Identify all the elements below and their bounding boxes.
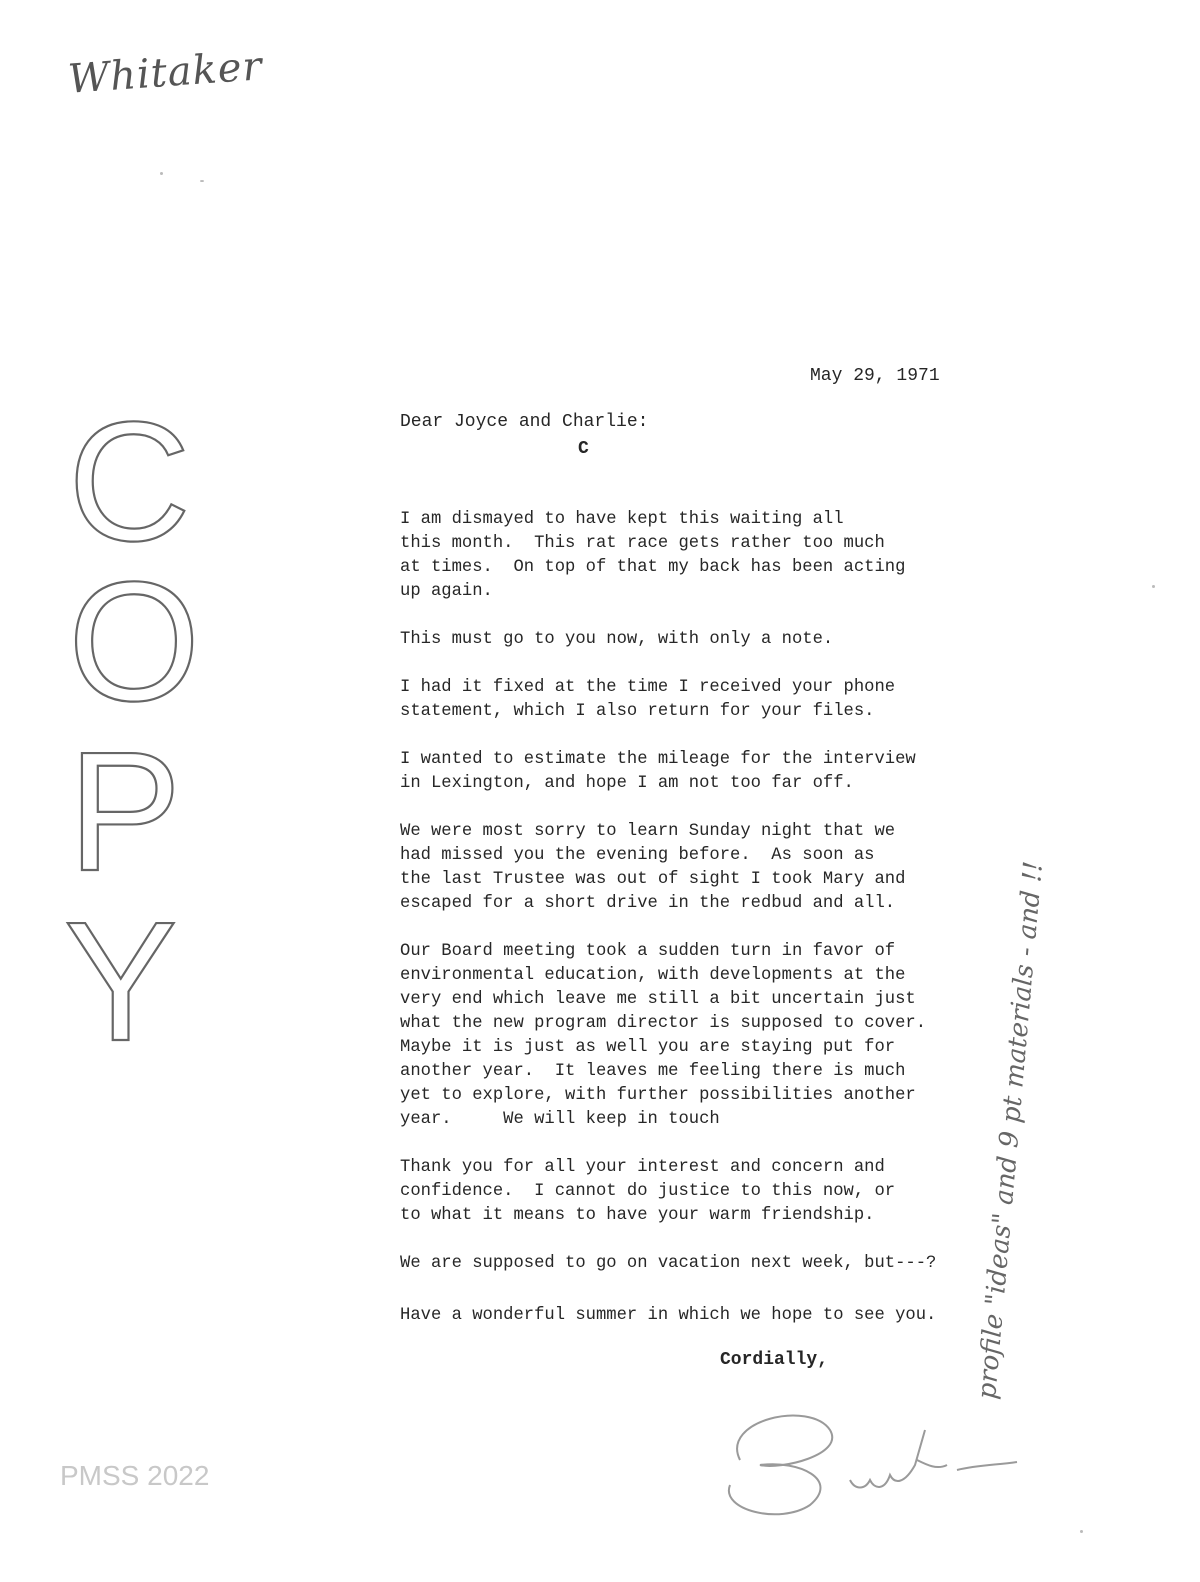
letter-date: May 29, 1971 xyxy=(810,366,940,386)
paragraph-9: Have a wonderful summer in which we hope to see you. xyxy=(400,1306,937,1325)
speck xyxy=(1152,585,1155,588)
watermark: PMSS 2022 xyxy=(60,1460,210,1491)
speck xyxy=(160,172,163,175)
copy-letter-o: O xyxy=(68,547,201,737)
copy-letter-p: P xyxy=(68,717,182,907)
speck xyxy=(1080,1530,1083,1533)
salutation: Dear Joyce and Charlie: xyxy=(400,412,649,432)
handwritten-name: Whitaker xyxy=(66,43,264,103)
copy-letter-y: Y xyxy=(64,887,178,1077)
speck xyxy=(200,180,204,182)
paragraph-5: We were most sorry to learn Sunday night that we had missed you the evening before. As soon as the last Trustee was out of sight I took Mary and escaped for a short drive in the redbud and all. xyxy=(400,822,906,913)
paragraph-7: Thank you for all your interest and concern and confidence. I cannot do justice to this now, or to what it means to have your warm friendship. xyxy=(400,1158,896,1225)
paragraph-4: I wanted to estimate the mileage for the interview in Lexington, and hope I am not too far off. xyxy=(400,750,916,793)
margin-note-text: profile "ideas" and 9 pt materials - and !! xyxy=(972,860,1050,1401)
closing: Cordially, xyxy=(720,1350,829,1370)
copy-stamp xyxy=(60,387,201,1077)
paragraph-1: I am dismayed to have kept this waiting all this month. This rat race gets rather too much at times. On top of that my back has been acting up again. xyxy=(400,510,906,601)
typed-mark: C xyxy=(578,439,589,459)
margin-handwriting xyxy=(935,600,1050,1420)
paragraph-8: We are supposed to go on vacation next week, but---? xyxy=(400,1254,937,1273)
paragraph-6: Our Board meeting took a sudden turn in favor of environmental education, with developments at the very end which leave me still a bit uncertain just what the new program director is supposed to cover. Maybe it is just as well you are staying put for another year. It leaves me feeling there is much yet to explore, with further possibilities another year. We will keep in touch xyxy=(400,942,927,1129)
copy-letter-c: C xyxy=(68,387,191,577)
paragraph-2: This must go to you now, with only a note. xyxy=(400,630,834,649)
paragraph-3: I had it fixed at the time I received your phone statement, which I also return for your files. xyxy=(400,678,896,721)
